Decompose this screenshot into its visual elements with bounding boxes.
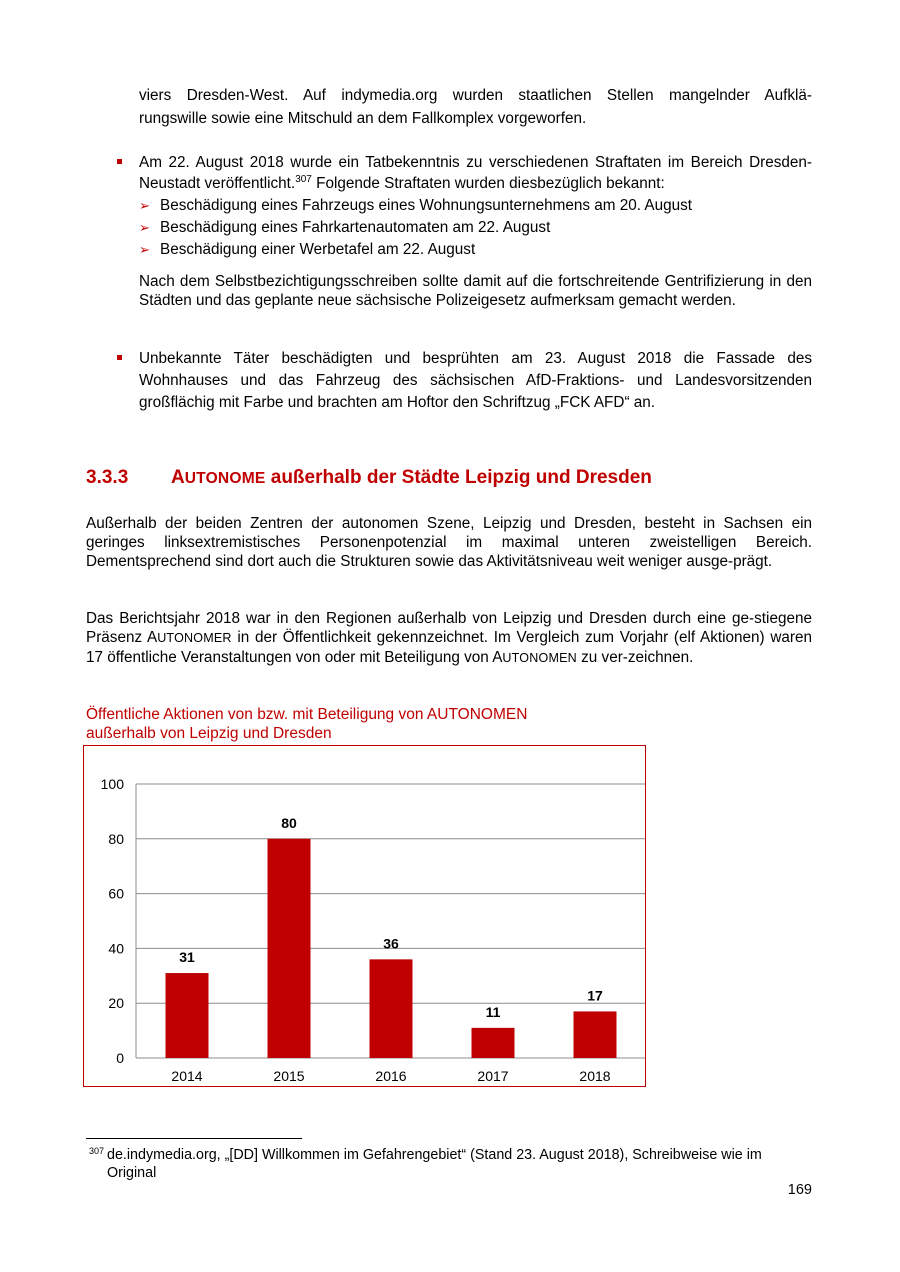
bullet-1-text	[139, 152, 812, 194]
page-number: 169	[787, 1182, 812, 1198]
footnote	[89, 1145, 104, 1163]
bar-2014	[166, 973, 209, 1058]
bullet-marker-1	[117, 159, 122, 164]
paragraph-2-sc1-rest: UTONOMER	[157, 631, 232, 645]
data-label-2016: 36	[383, 935, 399, 952]
bar-2016	[370, 959, 413, 1058]
intro-continuation	[139, 86, 812, 128]
footnote-number: 307	[89, 1146, 105, 1156]
arrow-bullet-icon: ➢	[139, 198, 150, 213]
paragraph-1: Außerhalb der beiden Zentren der autonomen Szene, Leipzig und Dresden, besteht in Sachsen ein geringes linksextremistisches Personenpotenzial im maximal unteren zweistelligen Bereich. Dementsprechend sind dort auch die Strukturen sowie das Aktivitätsniveau weit weniger ausge-prägt.	[86, 515, 812, 570]
data-label-2017: 11	[485, 1003, 501, 1020]
section-number: 3.3.3	[86, 467, 129, 488]
subitem-3: Beschädigung einer Werbetafel am 22. August	[160, 241, 476, 258]
paragraph-2-part-3: zu ver-zeichnen.	[576, 649, 694, 666]
y-tick-label: 20	[108, 995, 124, 1012]
paragraph-2-sc2-rest: UTONOMEN	[502, 651, 577, 665]
section-title	[171, 466, 652, 491]
section-title-rest: außerhalb der Städte Leipzig und Dresden	[265, 467, 652, 488]
arrow-bullet-icon: ➢	[139, 242, 150, 257]
intro-line-1: viers Dresden-West. Auf indymedia.org wurden staatlichen Stellen mangelnder Aufklä-	[139, 87, 812, 104]
x-tick-label-2017: 2017	[477, 1068, 509, 1084]
bullet-2-line-3: großflächig mit Farbe und brachten am Hoftor den Schriftzug „FCK AFD“ an.	[139, 394, 656, 411]
y-tick-label: 0	[116, 1050, 124, 1066]
bar-chart	[84, 746, 645, 1086]
intro-line-2: rungswille sowie eine Mitschuld an dem Fallkomplex vorgeworfen.	[139, 110, 587, 127]
data-label-2014: 31	[179, 949, 195, 966]
bullet-2-line-2: Wohnhauses und das Fahrzeug des sächsischen AfD-Fraktions- und Landesvorsitzenden	[139, 372, 812, 389]
data-label-2015: 80	[281, 814, 297, 831]
paragraph-2-sc2-initial: A	[492, 649, 503, 666]
bullet-marker-2	[117, 355, 122, 360]
data-label-2018: 17	[587, 987, 603, 1004]
y-tick-label: 40	[108, 940, 124, 957]
y-tick-label: 80	[108, 830, 124, 847]
y-tick-label: 60	[108, 885, 124, 902]
paragraph-2-sc1-initial: A	[146, 629, 158, 646]
subitem-2: Beschädigung eines Fahrkartenautomaten am 22. August	[160, 219, 551, 236]
x-tick-label-2015: 2015	[273, 1068, 305, 1084]
bar-2018	[574, 1011, 617, 1058]
section-heading	[86, 466, 128, 490]
footnote-ref: 307	[295, 174, 312, 185]
arrow-bullet-icon: ➢	[139, 220, 150, 235]
paragraph-2	[86, 609, 812, 668]
paragraph-2-part-1: Das Berichtsjahr 2018 war in den Regionen außerhalb von Leipzig und Dresden durch eine ge-stiegene Präsenz	[86, 610, 812, 646]
bar-2017	[472, 1028, 515, 1058]
bullet-item-2	[139, 348, 812, 414]
bullet-1-note: Nach dem Selbstbezichtigungsschreiben sollte damit auf die fortschreitende Gentrifizierung in den Städten und das geplante neue sächsische Polizeigesetz aufmerksam gemacht werden.	[139, 273, 812, 309]
footnote-line-1: de.indymedia.org, „[DD] Willkommen im Gefahrengebiet“ (Stand 23. August 2018), Schreibweise wie im	[107, 1147, 762, 1163]
footnote-text	[107, 1146, 812, 1182]
bullet-1-text-a: Am 22. August 2018 wurde ein Tatbekenntnis zu verschiedenen Straftaten im Bereich Dresden-Neustadt veröffentlicht.	[139, 154, 812, 192]
bar-2015	[268, 839, 311, 1058]
footnote-divider	[86, 1138, 302, 1139]
x-tick-label-2014: 2014	[171, 1068, 203, 1084]
x-tick-label-2016: 2016	[375, 1068, 407, 1084]
chart-caption-line-2: außerhalb von Leipzig und Dresden	[86, 725, 332, 742]
bullet-2-line-1: Unbekannte Täter beschädigten und besprühten am 23. August 2018 die Fassade des	[139, 350, 812, 367]
bullet-item-1	[139, 152, 812, 194]
section-title-initial: A	[171, 467, 185, 488]
section-title-smallcaps: UTONOME	[184, 470, 266, 487]
footnote-line-2: Original	[107, 1165, 157, 1181]
bullet-1-text-b: Folgende Straftaten wurden diesbezüglich bekannt:	[311, 175, 665, 192]
chart-caption-line-1: Öffentliche Aktionen von bzw. mit Beteiligung von AUTONOMEN	[86, 706, 528, 723]
y-tick-label: 100	[100, 776, 124, 792]
chart-caption	[86, 705, 527, 743]
x-tick-label-2018: 2018	[579, 1068, 611, 1084]
chart-frame	[83, 745, 646, 1087]
subitem-1: Beschädigung eines Fahrzeugs eines Wohnungsunternehmens am 20. August	[160, 197, 693, 214]
paragraph-2-part-2: in der Öffentlichkeit gekennzeichnet. Im Vergleich zum Vorjahr (elf Aktionen) waren 17 öffentliche Veranstaltungen von oder mit Beteiligung von	[86, 629, 812, 666]
